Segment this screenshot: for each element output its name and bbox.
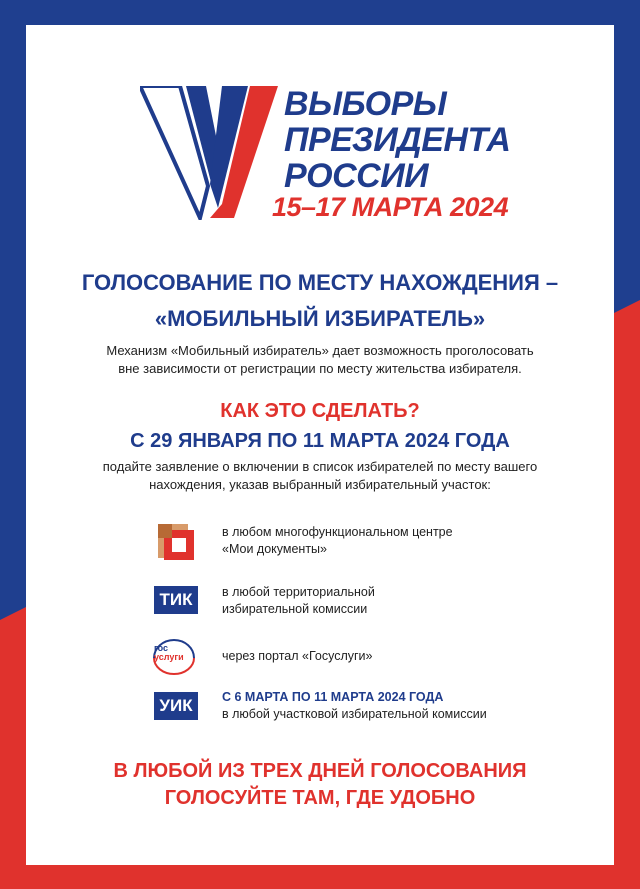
how-line-1: подайте заявление о включении в список избирателей по месту вашего xyxy=(102,459,538,474)
option-tik-text xyxy=(222,584,542,618)
option-tik-line-2: избирательной комиссии xyxy=(222,602,368,616)
option-tik-line-1: в любой территориальной xyxy=(222,585,375,599)
option-mfc-line-1: в любом многофункциональном центре xyxy=(222,525,453,539)
option-uik-line-2: в любой участковой избирательной комиссии xyxy=(222,707,487,721)
logo-title-line-1: ВЫБОРЫ xyxy=(284,85,447,123)
election-dates: 15–17 МАРТА 2024 xyxy=(272,192,509,222)
gosuslugi-icon-text-2: услуги xyxy=(154,652,184,662)
mfc-icon xyxy=(154,520,198,564)
gosuslugi-icon xyxy=(148,634,200,678)
intro-text xyxy=(60,342,580,378)
how-line-2: нахождения, указав выбранный избирательный участок: xyxy=(149,477,491,492)
tik-badge: ТИК xyxy=(154,586,198,614)
logo-title-line-3: РОССИИ xyxy=(284,157,429,195)
footer-line-2: ГОЛОСУЙТЕ ТАМ, ГДЕ УДОБНО xyxy=(164,787,476,809)
option-uik-text xyxy=(222,689,542,723)
how-question: КАК ЭТО СДЕЛАТЬ? xyxy=(220,400,420,422)
intro-line-2: вне зависимости от регистрации по месту жительства избирателя. xyxy=(118,361,522,376)
how-instructions xyxy=(60,458,580,494)
logo-title xyxy=(284,86,524,194)
option-mfc-line-2: «Мои документы» xyxy=(222,542,327,556)
logo-title-line-2: ПРЕЗИДЕНТА xyxy=(284,121,511,159)
option-gosuslugi-text: через портал «Госуслуги» xyxy=(222,649,373,663)
footer-line-1: В ЛЮБОЙ ИЗ ТРЕХ ДНЕЙ ГОЛОСОВАНИЯ xyxy=(113,760,527,782)
gosuslugi-icon-text-1: гос xyxy=(154,643,169,653)
election-logo-v-icon xyxy=(140,86,280,220)
registration-period: С 29 ЯНВАРЯ ПО 11 МАРТА 2024 ГОДА xyxy=(130,430,510,452)
headline-line-1: ГОЛОСОВАНИЕ ПО МЕСТУ НАХОЖДЕНИЯ – xyxy=(81,270,559,295)
intro-line-1: Механизм «Мобильный избиратель» дает возможность проголосовать xyxy=(106,343,534,358)
option-mfc-text xyxy=(222,524,542,558)
option-uik-period: С 6 МАРТА ПО 11 МАРТА 2024 ГОДА xyxy=(222,690,444,704)
uik-badge: УИК xyxy=(154,692,198,720)
headline-line-2: «МОБИЛЬНЫЙ ИЗБИРАТЕЛЬ» xyxy=(154,306,486,331)
